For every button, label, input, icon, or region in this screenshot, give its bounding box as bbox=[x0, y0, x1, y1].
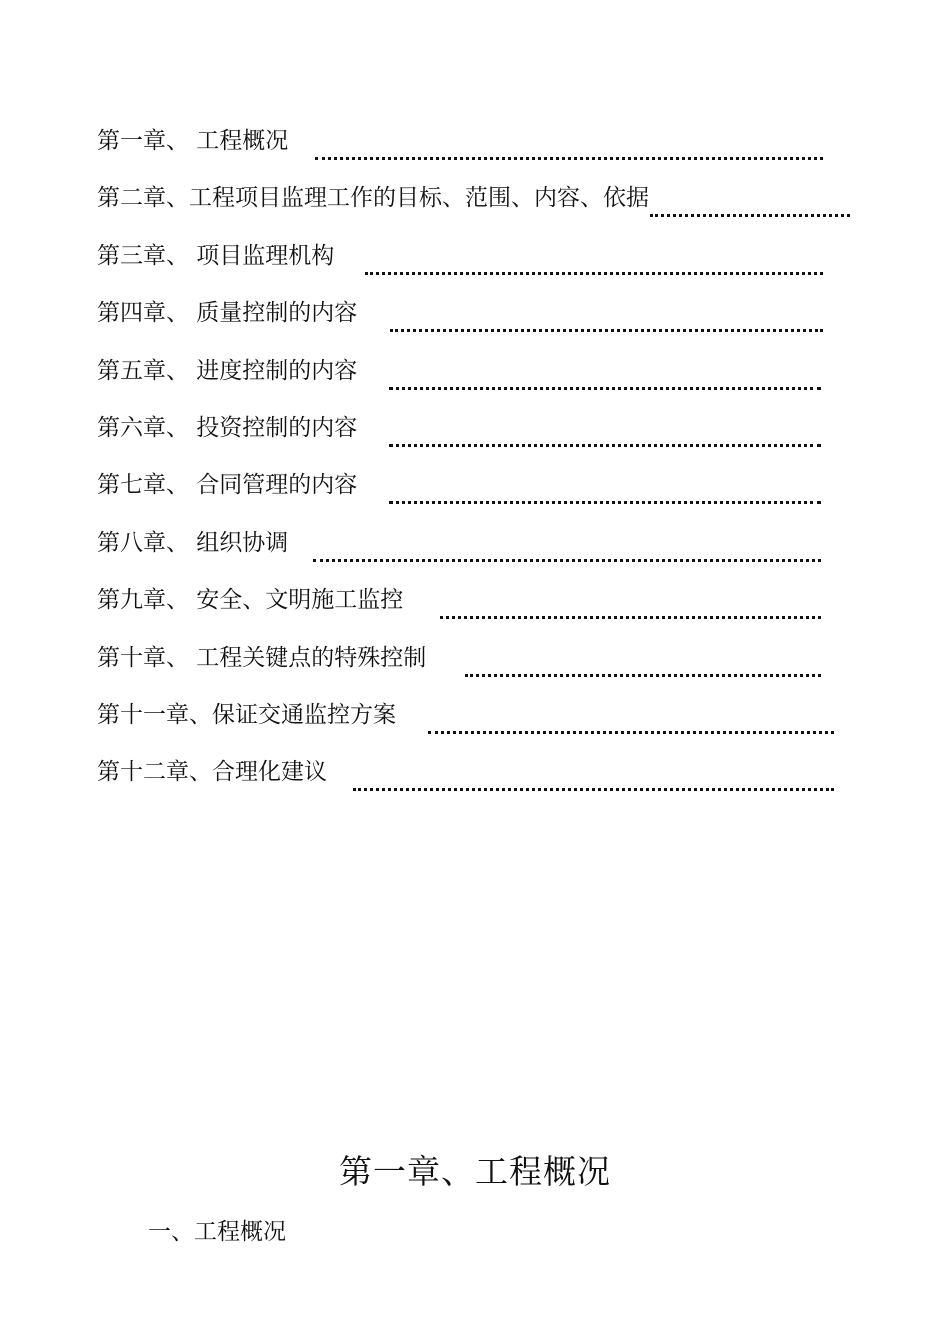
toc-leader-dots bbox=[353, 744, 834, 791]
toc-leader-dots bbox=[389, 343, 821, 390]
toc-entry-10 bbox=[97, 635, 857, 692]
toc-entry-6 bbox=[97, 405, 857, 462]
toc-leader-dots bbox=[390, 285, 823, 332]
toc-entry-8 bbox=[97, 520, 857, 577]
table-of-contents bbox=[97, 118, 857, 807]
toc-entry-label: 第十一章、保证交通监控方案 bbox=[97, 701, 396, 728]
toc-leader-dots bbox=[428, 687, 834, 734]
chapter-title: 第一章、工程概况 bbox=[339, 1152, 611, 1191]
toc-entry-9 bbox=[97, 577, 857, 634]
toc-leader-dots bbox=[389, 400, 821, 447]
toc-entry-label: 第九章、 安全、文明施工监控 bbox=[97, 587, 404, 614]
toc-entry-label: 第二章、工程项目监理工作的目标、范围、内容、依据 bbox=[97, 185, 649, 212]
toc-entry-3 bbox=[97, 233, 857, 290]
toc-entry-label: 第十章、 工程关键点的特殊控制 bbox=[97, 644, 427, 671]
toc-entry-11 bbox=[97, 692, 857, 749]
toc-entry-12 bbox=[97, 749, 857, 806]
toc-entry-4 bbox=[97, 290, 857, 347]
toc-entry-label: 第六章、 投资控制的内容 bbox=[97, 414, 358, 441]
toc-entry-label: 第十二章、合理化建议 bbox=[97, 759, 327, 786]
toc-leader-dots bbox=[313, 515, 821, 562]
toc-entry-label: 第三章、 项目监理机构 bbox=[97, 242, 335, 269]
toc-entry-2 bbox=[97, 175, 857, 232]
toc-entry-label: 第七章、 合同管理的内容 bbox=[97, 472, 358, 499]
toc-leader-dots bbox=[465, 630, 821, 677]
toc-entry-7 bbox=[97, 462, 857, 519]
toc-leader-dots bbox=[389, 457, 821, 504]
toc-entry-label: 第八章、 组织协调 bbox=[97, 529, 289, 556]
toc-entry-label: 第五章、 进度控制的内容 bbox=[97, 357, 358, 384]
toc-leader-dots bbox=[650, 170, 850, 217]
toc-leader-dots bbox=[365, 228, 823, 275]
toc-entry-label: 第一章、 工程概况 bbox=[97, 128, 289, 154]
toc-leader-dots bbox=[315, 113, 823, 160]
toc-entry-label: 第四章、 质量控制的内容 bbox=[97, 300, 358, 327]
section-heading: 一、工程概况 bbox=[148, 1219, 286, 1245]
toc-entry-5 bbox=[97, 348, 857, 405]
toc-entry-1 bbox=[97, 118, 857, 175]
toc-leader-dots bbox=[440, 572, 821, 619]
